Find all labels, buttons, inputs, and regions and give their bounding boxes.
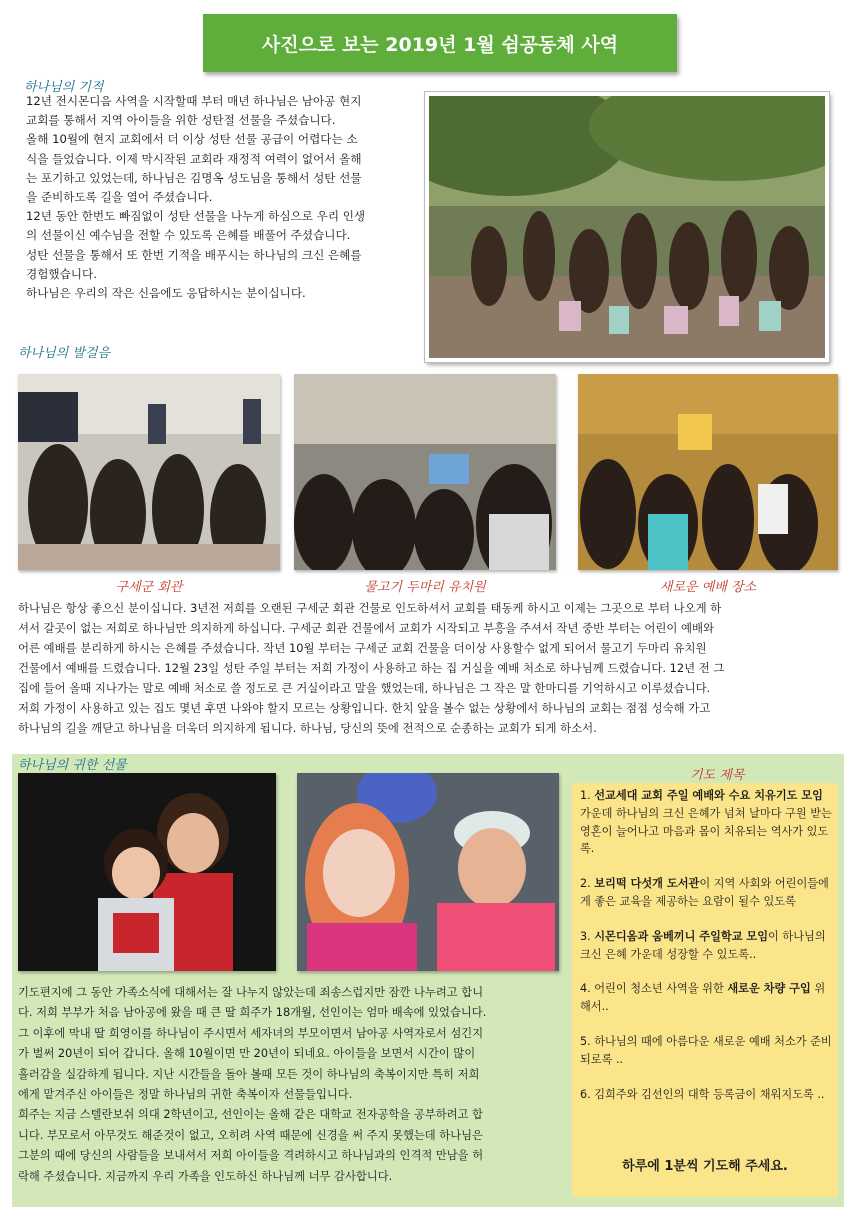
text-line: 니다. 부모로서 아무것도 해준것이 없고, 오히려 사역 때문에 신경을 써 주지 못했는데 하나님은 bbox=[18, 1128, 483, 1142]
page-title: 사진으로 보는 2019년 1월 쉼공동체 사역 bbox=[261, 33, 619, 56]
prayer-footer: 하루에 1분씩 기도해 주세요. bbox=[622, 1159, 788, 1174]
text-line: 희주는 지금 스텔란보쉬 의대 2학년이고, 선인이는 올해 같은 대학교 전자공학을 공부하려고 합 bbox=[18, 1108, 483, 1122]
photo-salvation-army-hall bbox=[18, 374, 280, 570]
photo-new-worship-place bbox=[578, 374, 838, 570]
text-line: 하나님은 항상 좋으신 분이십니다. 3년전 저희를 오랜된 구세군 회관 건물로 인도하셔서 교회를 태동케 하시고 이제는 그곳으로 부터 나오게 하 bbox=[18, 601, 722, 615]
section-label-footsteps: 하나님의 발걸음 bbox=[18, 346, 111, 361]
text-line: 하나님의 길을 깨닫고 하나님을 더욱더 의지하게 됩니다. 하나님, 당신의 뜻에 전적으로 순종하는 교회가 되게 하소서. bbox=[18, 721, 597, 735]
text-line: 그 이후에 막내 딸 희영이를 하나님이 주시면서 세자녀의 부모이면서 남아공 사역자로서 섬긴지 bbox=[18, 1026, 484, 1040]
text-line: 12년 동안 한번도 빠짐없이 성탄 선물을 나누게 하심으로 우리 인생 bbox=[26, 209, 366, 224]
family-news-paragraph bbox=[18, 983, 560, 1187]
photo-selfie bbox=[297, 773, 559, 971]
text-line: 올해 10월에 현지 교회에서 더 이상 성탄 선물 공급이 어렵다는 소 bbox=[26, 132, 358, 147]
miracle-paragraph bbox=[26, 92, 416, 303]
text-line: 12년 전시몬디음 사역을 시작할때 부터 매년 하나님은 남아공 현지 bbox=[26, 94, 362, 108]
text-line: 경험했습니다. bbox=[26, 266, 97, 281]
text-line: 의 선물이신 예수님을 전할 수 있도록 은혜를 배풀어 주셨습니다. bbox=[26, 228, 351, 243]
caption-new-worship-place: 새로운 예배 장소 bbox=[659, 580, 757, 595]
text-line: 는 포기하고 있었는데, 하나님은 김명옥 성도님을 통해서 성탄 선물 bbox=[26, 170, 362, 185]
prayer-item: 6. 김희주와 김선인의 대학 등록금이 채워지도록 .. bbox=[580, 1087, 825, 1101]
photo-children bbox=[18, 773, 276, 971]
prayer-list bbox=[580, 787, 832, 1120]
text-line: 건물에서 예배를 드렸습니다. 12월 23일 성탄 주일 부터는 저희 가정이 사용하고 하는 집 거실을 예배 처소로 하나님께 드렸습니다. 12년 전 그 bbox=[18, 661, 725, 675]
text-line: 저희 가정이 사용하고 있는 집도 몇년 후면 나와야 할지 모르는 상황입니다. 한치 앞을 볼수 없는 상황에서 하나님의 교회는 점점 성숙해 가고 bbox=[18, 701, 711, 715]
text-line: 하나님은 우리의 작은 신음에도 응답하시는 분이십니다. bbox=[26, 286, 306, 301]
prayer-title: 기도 제목 bbox=[690, 768, 745, 783]
prayer-item: 1. 선교세대 교회 주일 예배와 수요 치유기도 모임 가운데 하나님의 크신 은혜가 넘쳐 날마다 구원 받는 영혼이 늘어나고 마음과 몸이 치유되는 역사가 있도록. bbox=[580, 789, 832, 856]
text-line: 흘러감을 실감하게 됩니다. 지난 시간들을 돌아 볼때 모든 것이 하나님의 축복이지만 특히 저희 bbox=[18, 1067, 480, 1081]
text-line: 을 준비하도록 길을 열어 주셨습니다. bbox=[26, 190, 213, 205]
photo-kindergarten bbox=[294, 374, 556, 570]
footsteps-paragraph bbox=[18, 598, 844, 738]
prayer-item: 5. 하나님의 때에 아름다운 새로운 예배 처소가 준비 되로록 .. bbox=[580, 1034, 832, 1066]
text-line: 락해 주셨습니다. 지금까지 우리 가족을 인도하신 하나님께 너무 감사합니다. bbox=[18, 1169, 393, 1183]
text-line: 셔서 갈곳이 없는 저희로 하나님만 의지하게 하십니다. 구세군 회관 건물에서 교회가 시작되고 부흥을 주셔서 작년 중반 부터는 어린이 예배와 bbox=[18, 621, 714, 635]
photo-christmas-gifts bbox=[425, 92, 829, 362]
text-line: 그분의 때에 당신의 사람들을 보내셔서 저희 아이들을 격려하시고 하나님과의 인격적 만남을 허 bbox=[18, 1149, 484, 1163]
prayer-item: 2. 보리떡 다섯개 도서관이 지역 사회와 어린이들에게 좋은 교육을 제공하는 요람이 될수 있도록 bbox=[580, 877, 829, 908]
text-line: 성탄 선물을 통해서 또 한번 기적을 배푸시는 하나님의 크신 은혜를 bbox=[26, 247, 362, 262]
section-label-precious-gift: 하나님의 귀한 선물 bbox=[18, 758, 127, 773]
text-line: 식을 들었습니다. 이제 막시작된 교회라 재정적 여력이 없어서 올해 bbox=[26, 151, 362, 166]
prayer-item: 3. 시몬디옴과 움베끼니 주일학교 모임이 하나님의 크신 은혜 가운데 성장할 수 있도록.. bbox=[580, 929, 826, 961]
text-line: 가 벌써 20년이 되어 갑니다. 올해 10월이면 만 20년이 되네요. 아이들을 보면서 시간이 많이 bbox=[18, 1047, 476, 1061]
section-label-miracle: 하나님의 기적 bbox=[24, 80, 104, 95]
text-line: 집에 들어 올때 지나가는 말로 예배 처소로 쓸 정도로 큰 거실이라고 말을 했었는데, 하나님은 그 작은 말 한마디를 기억하시고 이루셨습니다. bbox=[18, 681, 711, 695]
prayer-item: 4. 어린이 청소년 사역을 위한 새로운 차량 구입 위해서.. bbox=[580, 982, 826, 1014]
caption-salvation-army-hall: 구세군 회관 bbox=[115, 580, 183, 595]
text-line: 기도편지에 그 동안 가족소식에 대해서는 잘 나누지 않았는데 죄송스럽지만 잠깐 나누려고 합니 bbox=[18, 986, 484, 999]
title-banner bbox=[203, 14, 677, 72]
caption-kindergarten: 물고기 두마리 유치원 bbox=[364, 580, 486, 595]
text-line: 교회를 통해서 지역 아이들을 위한 성탄절 선물을 주셨습니다. bbox=[26, 113, 336, 128]
text-line: 에게 맡겨주신 아이들은 정말 하나님의 귀한 축복이자 선물들입니다. bbox=[18, 1088, 353, 1102]
text-line: 다. 저희 부부가 처음 남아공에 왔을 때 큰 딸 희주가 18개월, 선인이는 엄마 배속에 있었습니다. bbox=[18, 1006, 487, 1020]
text-line: 어른 예배를 분리하게 하시는 은혜를 주셨습니다. 작년 10월 부터는 구세군 교회 건물을 더이상 사용할수 없게 되어서 물고기 두마리 유치원 bbox=[18, 641, 707, 655]
